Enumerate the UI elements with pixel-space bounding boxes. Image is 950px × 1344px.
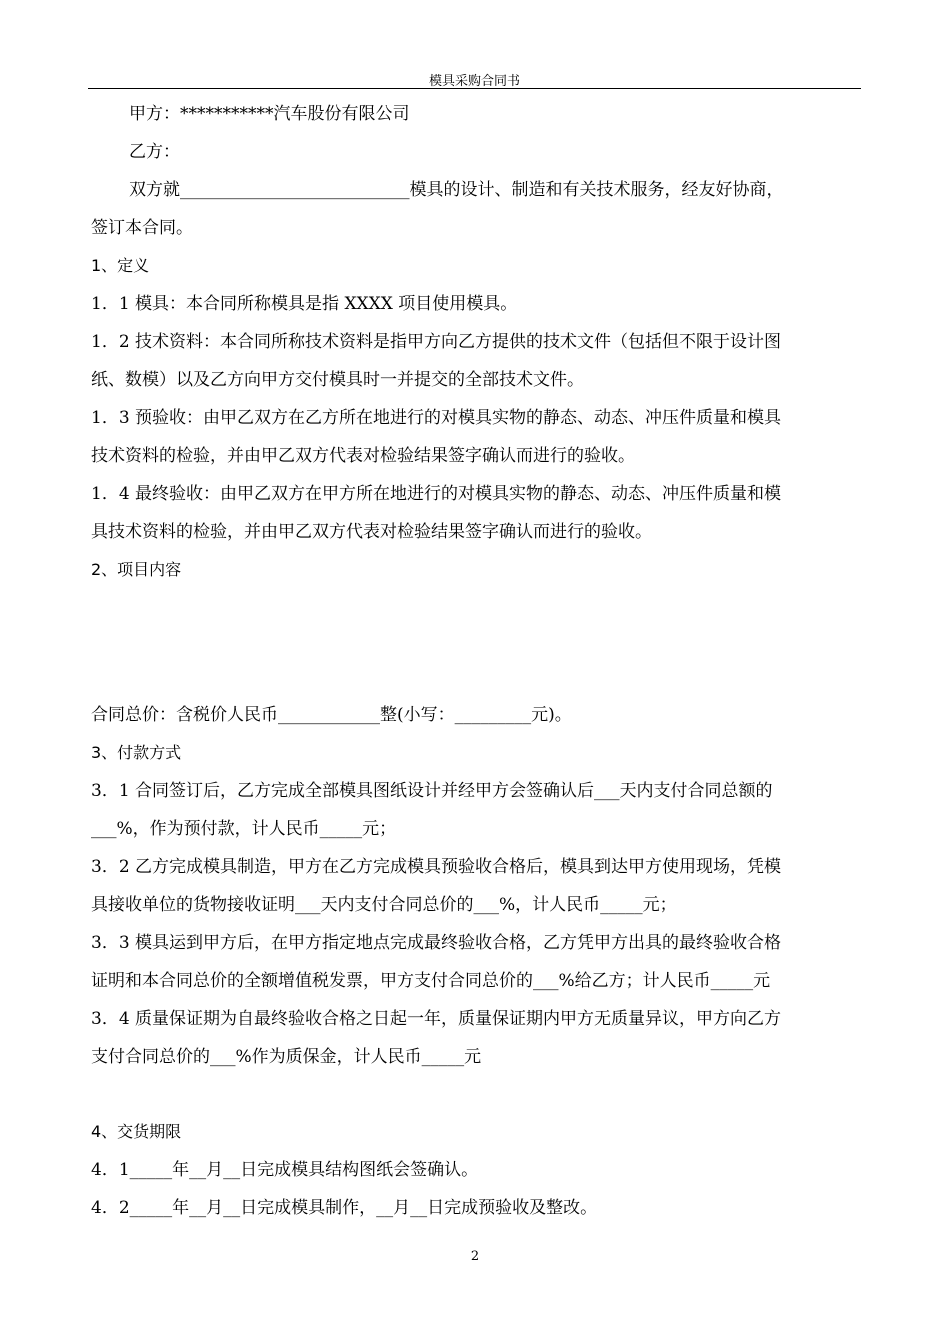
definition-line: 1．1 模具：本合同所称模具是指 XXXX 项目使用模具。 (91, 294, 518, 314)
blank-space (91, 1076, 861, 1113)
intro-line-1: 双方就___________________________模具的设计、制造和有关技术服务，经友好协商， (129, 180, 784, 200)
payment-line: 3．2 乙方完成模具制造，甲方在乙方完成模具预验收合格后，模具到达甲方使用现场，凭模 (91, 857, 782, 877)
definition-line: 1．4 最终验收：由甲乙双方在甲方所在地进行的对模具实物的静态、动态、冲压件质量和模 (91, 484, 782, 504)
payment-line: 3．3 模具运到甲方后，在甲方指定地点完成最终验收合格，乙方凭甲方出具的最终验收合格 (91, 933, 782, 953)
header-divider (88, 88, 861, 89)
section-heading-payment: 3、付款方式 (91, 743, 182, 762)
total-price-line: 合同总价：含税价人民币____________整(小写：_________元)。 (91, 705, 572, 725)
section-heading-project-content: 2、项目内容 (91, 560, 182, 579)
party-b-line: 乙方： (129, 142, 180, 162)
payment-line: 3．1 合同签订后，乙方完成全部模具图纸设计并经甲方会签确认后___天内支付合同总额的 (91, 781, 773, 801)
section-heading-definitions: 1、定义 (91, 256, 150, 275)
contract-body (91, 95, 861, 1227)
page-number: 2 (470, 1249, 480, 1264)
section-heading-delivery: 4、交货期限 (91, 1122, 182, 1141)
blank-space (91, 589, 861, 696)
payment-line: 具接收单位的货物接收证明___天内支付合同总价的___%，计人民币_____元； (91, 895, 677, 915)
definition-line: 具技术资料的检验，并由甲乙双方代表对检验结果签字确认而进行的验收。 (91, 522, 652, 542)
payment-line: 证明和本合同总价的全额增值税发票，甲方支付合同总价的___%给乙方；计人民币_____元 (91, 971, 771, 991)
definition-line: 纸、数模）以及乙方向甲方交付模具时一并提交的全部技术文件。 (91, 370, 584, 390)
delivery-line: 4．1_____年__月__日完成模具结构图纸会签确认。 (91, 1160, 479, 1180)
definition-line: 技术资料的检验，并由甲乙双方代表对检验结果签字确认而进行的验收。 (91, 446, 635, 466)
intro-line-2: 签订本合同。 (91, 218, 193, 238)
payment-line: 3．4 质量保证期为自最终验收合格之日起一年，质量保证期内甲方无质量异议，甲方向乙方 (91, 1009, 782, 1029)
definition-line: 1．2 技术资料：本合同所称技术资料是指甲方向乙方提供的技术文件（包括但不限于设计图 (91, 332, 782, 352)
document-header-title: 模具采购合同书 (428, 74, 520, 89)
payment-line: ___%，作为预付款，计人民币_____元； (91, 819, 397, 839)
party-a-line: 甲方：***********汽车股份有限公司 (129, 104, 410, 124)
payment-line: 支付合同总价的___%作为质保金，计人民币_____元 (91, 1047, 482, 1067)
delivery-line: 4．2_____年__月__日完成模具制作，__月__日完成预验收及整改。 (91, 1198, 598, 1218)
definition-line: 1．3 预验收：由甲乙双方在乙方所在地进行的对模具实物的静态、动态、冲压件质量和模具 (91, 408, 782, 428)
